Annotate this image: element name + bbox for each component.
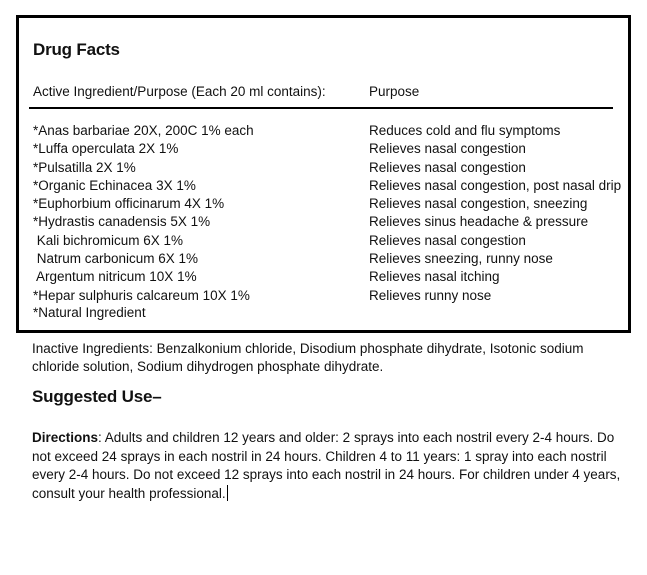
text-cursor [227, 485, 228, 501]
ingredient-purpose: Relieves runny nose [369, 287, 492, 303]
ingredient-name: *Hydrastis canadensis 5X 1% [33, 214, 211, 230]
header-divider [29, 107, 613, 109]
ingredient-purpose: Relieves sneezing, runny nose [369, 251, 553, 267]
ingredient-name: Argentum nitricum 10X 1% [33, 269, 197, 285]
ingredient-name: *Luffa operculata 2X 1% [33, 141, 179, 157]
ingredient-row [33, 140, 623, 158]
ingredient-name: *Euphorbium officinarum 4X 1% [33, 196, 225, 212]
ingredient-purpose: Relieves sinus headache & pressure [369, 214, 589, 230]
directions-body: : Adults and children 12 years and older: 2 sprays into each nostril every 2-4 hours. Do not exceed 24 sprays in each nostril in 24 hours. Children 4 to 11 years: 1 spray into each nostril every 2-4 hours. Do not exceed 12 sprays into each nostril in 24 hours. For children under 4 years, consult your health professional. [32, 430, 621, 501]
ingredient-purpose: Relieves nasal congestion [369, 232, 526, 248]
ingredient-name: *Organic Echinacea 3X 1% [33, 177, 196, 193]
active-ingredient-header: Active Ingredient/Purpose (Each 20 ml contains): [33, 84, 326, 99]
ingredients-list [33, 122, 623, 305]
natural-ingredient-note: *Natural Ingredient [33, 305, 146, 320]
ingredient-name: Natrum carbonicum 6X 1% [33, 251, 199, 267]
ingredient-purpose: Relieves nasal congestion, sneezing [369, 196, 588, 212]
inactive-ingredients: Inactive Ingredients: Benzalkonium chloride, Disodium phosphate dihydrate, Isotonic sodium chloride solution, Sodium dihydrogen phosphate dihydrate. [32, 341, 584, 374]
ingredient-row [33, 122, 623, 140]
purpose-header: Purpose [369, 84, 420, 99]
ingredient-purpose: Relieves nasal congestion [369, 141, 526, 157]
ingredient-purpose: Relieves nasal itching [369, 269, 500, 285]
ingredient-row [33, 268, 623, 286]
ingredient-row [33, 177, 623, 195]
ingredient-name: *Hepar sulphuris calcareum 10X 1% [33, 287, 250, 303]
directions-label: Directions [32, 430, 99, 445]
ingredient-name: *Anas barbariae 20X, 200C 1% each [33, 123, 254, 138]
ingredient-row [33, 232, 623, 250]
ingredient-purpose: Reduces cold and flu symptoms [369, 123, 561, 138]
ingredient-name: *Pulsatilla 2X 1% [33, 159, 136, 175]
ingredient-row [33, 195, 623, 213]
drug-facts-title: Drug Facts [33, 40, 120, 59]
ingredient-name: Kali bichromicum 6X 1% [33, 232, 184, 248]
ingredient-row [33, 250, 623, 268]
ingredient-purpose: Relieves nasal congestion [369, 159, 526, 175]
drug-facts-box [16, 15, 631, 333]
directions-text[interactable] [32, 429, 632, 503]
ingredient-row [33, 287, 623, 305]
ingredient-row [33, 213, 623, 231]
ingredient-row [33, 159, 623, 177]
suggested-use-heading: Suggested Use– [32, 387, 162, 406]
ingredient-purpose: Relieves nasal congestion, post nasal drip [369, 177, 622, 193]
